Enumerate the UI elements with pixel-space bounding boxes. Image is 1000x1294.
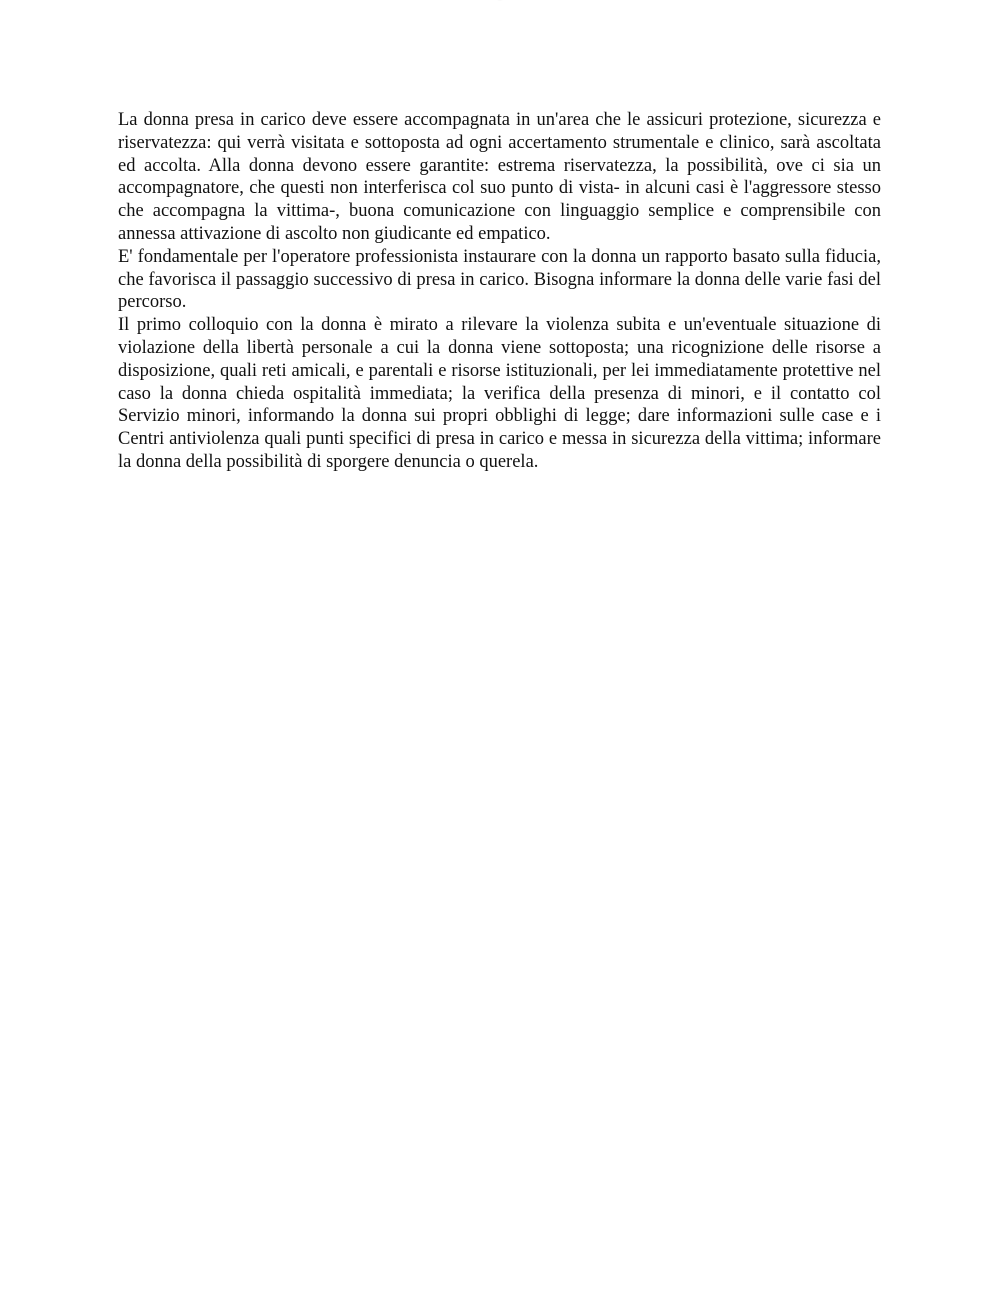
paragraph-trust-relationship: E' fondamentale per l'operatore professionista instaurare con la donna un rapporto basato sulla fiducia, che favorisca il passaggio successivo di presa in carico. Bisogna informare la donna delle varie fasi del percorso. xyxy=(118,246,881,313)
header-mark: · · · · xyxy=(497,0,503,2)
paragraph-first-interview: Il primo colloquio con la donna è mirato a rilevare la violenza subita e un'eventuale situazione di violazione della libertà personale a cui la donna viene sottoposta; una ricognizione delle risorse a disposizione, quali reti amicali, e parentali e risorse istituzionali, per lei immediatamente protettive nel caso la donna chieda ospitalità immediata; la verifica della presenza di minori, e il contatto col Servizio minori, informando la donna sui propri obblighi di legge; dare informazioni sulle case e i Centri antiviolenza quali punti specifici di presa in carico e messa in sicurezza della vittima; informare la donna della possibilità di sporgere denuncia o querela. xyxy=(118,315,881,472)
paragraph-intake-area: La donna presa in carico deve essere accompagnata in un'area che le assicuri protezione, sicurezza e riservatezza: qui verrà visitata e sottoposta ad ogni accertamento strumentale e clinico, sarà ascoltata ed accolta. Alla donna devono essere garantite: estrema riservatezza, la possibilità, ove ci sia un accompagnatore, che questi non interferisca col suo punto di vista- in alcuni casi è l'aggressore stesso che accompagna la vittima-, buona comunicazione con linguaggio semplice e comprensibile con annessa attivazione di ascolto non giudicante ed empatico. xyxy=(118,110,881,244)
document-body xyxy=(118,109,881,474)
